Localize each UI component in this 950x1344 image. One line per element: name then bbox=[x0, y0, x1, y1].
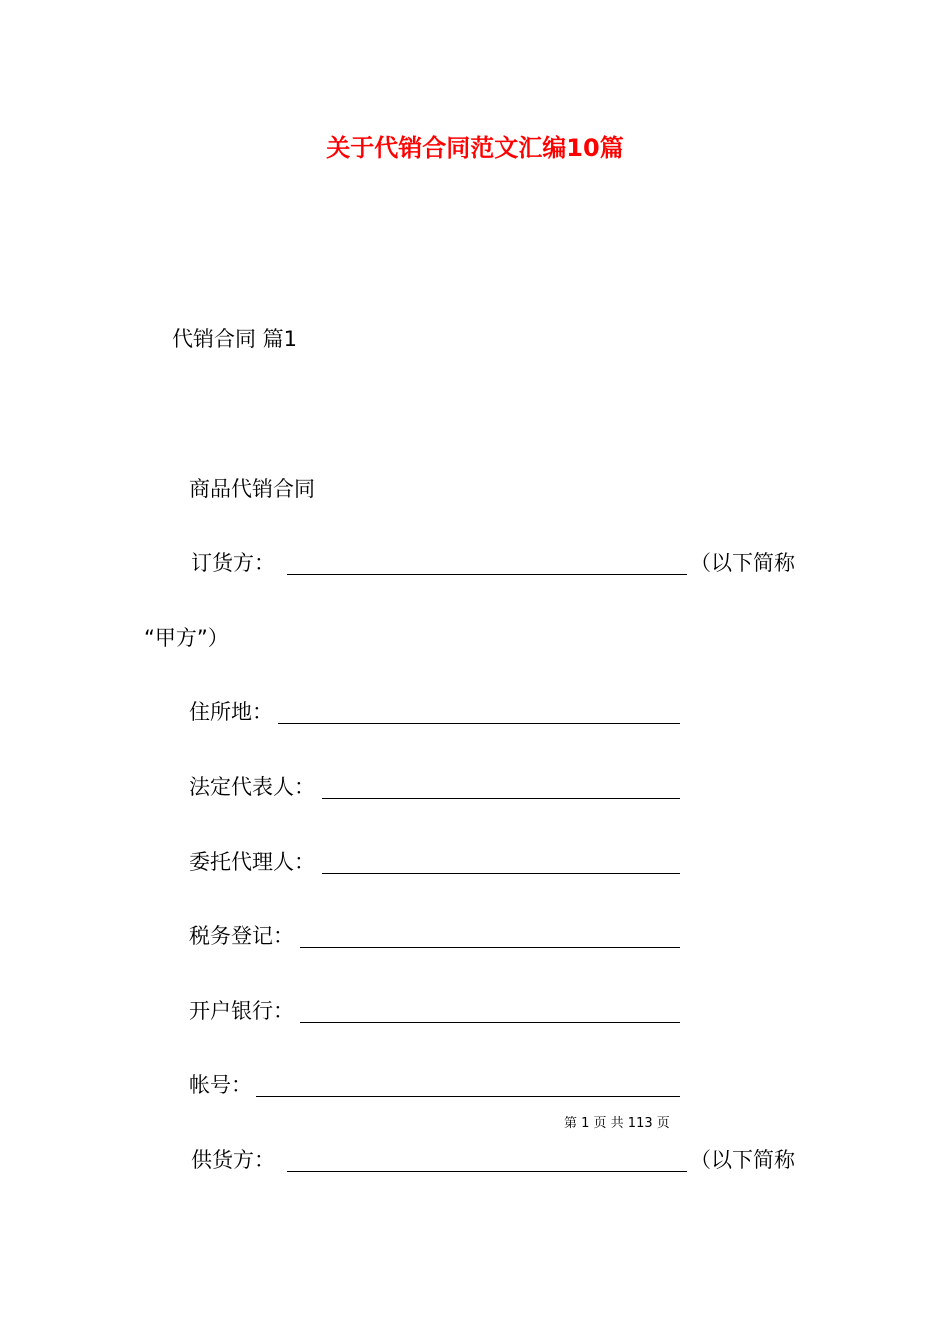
ordering-party-blank bbox=[287, 574, 687, 575]
field-legal-rep-blank bbox=[322, 798, 680, 799]
field-tax-blank bbox=[300, 947, 680, 948]
field-residence-blank bbox=[278, 723, 680, 724]
field-tax-label: 税务登记： bbox=[189, 924, 294, 948]
field-account-label: 帐号： bbox=[189, 1073, 252, 1097]
field-residence-label: 住所地： bbox=[189, 700, 273, 724]
page-footer: 第 1 页 共 113 页 bbox=[564, 1116, 670, 1131]
field-account-blank bbox=[256, 1096, 680, 1097]
supplying-party-label: 供货方： bbox=[191, 1148, 275, 1172]
supplying-party-blank bbox=[287, 1171, 687, 1172]
ordering-party-suffix: （以下简称 bbox=[690, 551, 795, 575]
field-agent-blank bbox=[322, 873, 680, 874]
field-bank-label: 开户银行： bbox=[189, 999, 294, 1023]
field-bank-blank bbox=[300, 1022, 680, 1023]
supplying-party-suffix: （以下简称 bbox=[690, 1148, 795, 1172]
field-legal-rep-label: 法定代表人： bbox=[189, 775, 315, 799]
contract-title: 商品代销合同 bbox=[189, 477, 315, 501]
field-agent-label: 委托代理人： bbox=[189, 850, 315, 874]
section-heading: 代销合同 篇1 bbox=[172, 327, 298, 351]
ordering-party-label: 订货方： bbox=[191, 551, 275, 575]
ordering-party-continuation: “甲方”） bbox=[144, 626, 229, 650]
document-title: 关于代销合同范文汇编10篇 bbox=[326, 134, 624, 162]
